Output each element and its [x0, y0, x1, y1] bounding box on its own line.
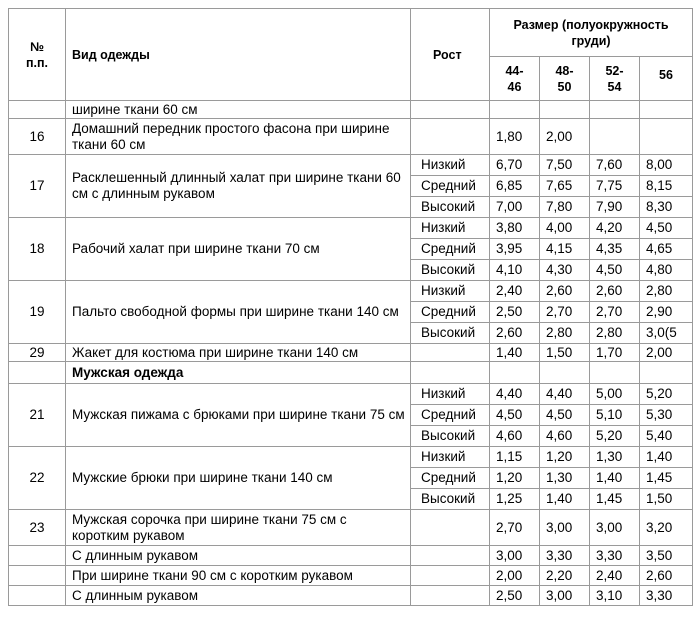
value-cell: 1,40	[490, 344, 540, 362]
value-cell: 2,70	[490, 510, 540, 546]
height-cell	[411, 119, 490, 155]
header-size-col	[590, 57, 640, 101]
height-cell	[411, 510, 490, 546]
value-cell: 8,00	[640, 155, 693, 176]
row-num: 16	[9, 119, 66, 155]
value-cell	[590, 362, 640, 384]
header-height: Рост	[411, 9, 490, 101]
value-cell: 4,10	[490, 260, 540, 281]
table-row	[9, 384, 693, 405]
value-cell	[640, 119, 693, 155]
table-row	[9, 510, 693, 546]
table-row	[9, 546, 693, 566]
height-cell	[411, 566, 490, 586]
value-cell: 4,50	[540, 405, 590, 426]
height-cell: Средний	[411, 239, 490, 260]
section-title: Мужская одежда	[66, 362, 411, 384]
value-cell: 7,65	[540, 176, 590, 197]
clothing-name: С длинным рукавом	[66, 546, 411, 566]
value-cell: 1,45	[640, 468, 693, 489]
height-cell: Высокий	[411, 197, 490, 218]
value-cell: 5,10	[590, 405, 640, 426]
clothing-name: Рабочий халат при ширине ткани 70 см	[66, 218, 411, 281]
value-cell: 2,50	[490, 302, 540, 323]
value-cell: 3,20	[640, 510, 693, 546]
value-cell: 1,50	[640, 489, 693, 510]
value-cell: 4,60	[540, 426, 590, 447]
clothing-name: ширине ткани 60 см	[66, 101, 411, 119]
value-cell: 1,25	[490, 489, 540, 510]
value-cell: 2,80	[590, 323, 640, 344]
value-cell: 2,00	[640, 344, 693, 362]
value-cell: 1,50	[540, 344, 590, 362]
value-cell: 6,85	[490, 176, 540, 197]
clothing-name: Расклешенный длинный халат при ширине ткани 60 см с длинным рукавом	[66, 155, 411, 218]
height-cell	[411, 546, 490, 566]
value-cell: 3,10	[590, 586, 640, 606]
header-size: Размер (полуокружность груди)	[490, 9, 693, 57]
value-cell: 4,60	[490, 426, 540, 447]
value-cell: 5,20	[590, 426, 640, 447]
value-cell: 2,00	[490, 566, 540, 586]
value-cell: 1,30	[540, 468, 590, 489]
value-cell: 3,30	[590, 546, 640, 566]
value-cell: 2,90	[640, 302, 693, 323]
value-cell: 1,80	[490, 119, 540, 155]
table-row	[9, 566, 693, 586]
header-size-col	[640, 57, 693, 101]
value-cell: 1,70	[590, 344, 640, 362]
row-num: 29	[9, 344, 66, 362]
value-cell: 1,45	[590, 489, 640, 510]
value-cell: 2,00	[540, 119, 590, 155]
height-cell: Низкий	[411, 447, 490, 468]
value-cell: 3,00	[540, 586, 590, 606]
table-row	[9, 586, 693, 606]
value-cell: 4,50	[490, 405, 540, 426]
table-row	[9, 362, 693, 384]
value-cell: 5,20	[640, 384, 693, 405]
value-cell	[540, 101, 590, 119]
clothing-name: Мужская пижама с брюками при ширине ткани 75 см	[66, 384, 411, 447]
value-cell: 2,70	[590, 302, 640, 323]
table-row	[9, 101, 693, 119]
height-cell: Высокий	[411, 489, 490, 510]
clothing-name: Мужская сорочка при ширине ткани 75 см с коротким рукавом	[66, 510, 411, 546]
value-cell: 3,80	[490, 218, 540, 239]
value-cell: 1,20	[540, 447, 590, 468]
header-size-text: 56	[659, 68, 673, 82]
height-cell: Высокий	[411, 323, 490, 344]
value-cell: 5,40	[640, 426, 693, 447]
value-cell: 5,00	[590, 384, 640, 405]
value-cell: 7,80	[540, 197, 590, 218]
value-cell: 2,80	[540, 323, 590, 344]
value-cell: 7,50	[540, 155, 590, 176]
clothing-name: Домашний передник простого фасона при ширине ткани 60 см	[66, 119, 411, 155]
height-cell	[411, 586, 490, 606]
value-cell: 5,30	[640, 405, 693, 426]
value-cell: 3,30	[640, 586, 693, 606]
header-size-col	[490, 57, 540, 101]
value-cell: 2,40	[490, 281, 540, 302]
header-kind: Вид одежды	[66, 9, 411, 101]
value-cell: 4,50	[640, 218, 693, 239]
value-cell	[640, 362, 693, 384]
value-cell: 2,60	[640, 566, 693, 586]
header-num-text: № п.п.	[25, 39, 49, 70]
table-row	[9, 447, 693, 468]
row-num: 21	[9, 384, 66, 447]
value-cell: 2,40	[590, 566, 640, 586]
value-cell: 1,30	[590, 447, 640, 468]
height-cell: Низкий	[411, 218, 490, 239]
table-header	[9, 9, 693, 101]
value-cell: 7,60	[590, 155, 640, 176]
clothing-name: При ширине ткани 90 см с коротким рукавом	[66, 566, 411, 586]
value-cell: 7,75	[590, 176, 640, 197]
value-cell	[490, 362, 540, 384]
value-cell: 2,20	[540, 566, 590, 586]
value-cell: 4,30	[540, 260, 590, 281]
value-cell	[540, 362, 590, 384]
header-size-col	[540, 57, 590, 101]
value-cell: 3,0(5	[640, 323, 693, 344]
value-cell: 6,70	[490, 155, 540, 176]
value-cell: 3,00	[490, 546, 540, 566]
table-body	[9, 101, 693, 606]
row-num	[9, 101, 66, 119]
height-cell	[411, 362, 490, 384]
table-row	[9, 119, 693, 155]
value-cell: 1,40	[590, 468, 640, 489]
row-num	[9, 546, 66, 566]
value-cell: 2,60	[540, 281, 590, 302]
header-num	[9, 9, 66, 101]
clothing-name: Пальто свободной формы при ширине ткани 140 см	[66, 281, 411, 344]
value-cell: 3,00	[540, 510, 590, 546]
value-cell: 4,50	[590, 260, 640, 281]
value-cell: 2,80	[640, 281, 693, 302]
height-cell: Средний	[411, 302, 490, 323]
height-cell: Высокий	[411, 426, 490, 447]
table-row	[9, 344, 693, 362]
value-cell	[490, 101, 540, 119]
height-cell: Низкий	[411, 281, 490, 302]
height-cell: Средний	[411, 405, 490, 426]
clothing-fabric-table	[8, 8, 693, 606]
height-cell: Средний	[411, 468, 490, 489]
value-cell: 2,70	[540, 302, 590, 323]
value-cell: 4,65	[640, 239, 693, 260]
value-cell: 8,15	[640, 176, 693, 197]
value-cell: 4,00	[540, 218, 590, 239]
height-cell	[411, 344, 490, 362]
value-cell	[590, 119, 640, 155]
value-cell: 7,00	[490, 197, 540, 218]
row-num: 19	[9, 281, 66, 344]
height-cell: Высокий	[411, 260, 490, 281]
row-num: 17	[9, 155, 66, 218]
header-size-text: 52- 54	[605, 63, 624, 94]
row-num	[9, 566, 66, 586]
value-cell: 1,40	[640, 447, 693, 468]
height-cell: Средний	[411, 176, 490, 197]
table-row	[9, 155, 693, 176]
clothing-name: Жакет для костюма при ширине ткани 140 см	[66, 344, 411, 362]
row-num: 18	[9, 218, 66, 281]
value-cell: 3,00	[590, 510, 640, 546]
value-cell: 2,50	[490, 586, 540, 606]
value-cell: 4,15	[540, 239, 590, 260]
value-cell: 3,50	[640, 546, 693, 566]
value-cell: 2,60	[490, 323, 540, 344]
row-num	[9, 362, 66, 384]
clothing-name: С длинным рукавом	[66, 586, 411, 606]
table-row	[9, 218, 693, 239]
value-cell: 4,20	[590, 218, 640, 239]
height-cell: Низкий	[411, 155, 490, 176]
value-cell: 2,60	[590, 281, 640, 302]
value-cell	[640, 101, 693, 119]
height-cell: Низкий	[411, 384, 490, 405]
header-size-text: 48- 50	[555, 63, 574, 94]
value-cell: 4,80	[640, 260, 693, 281]
row-num	[9, 586, 66, 606]
value-cell: 3,30	[540, 546, 590, 566]
value-cell: 8,30	[640, 197, 693, 218]
row-num: 23	[9, 510, 66, 546]
value-cell: 4,40	[490, 384, 540, 405]
value-cell: 4,40	[540, 384, 590, 405]
value-cell: 1,40	[540, 489, 590, 510]
table-row	[9, 281, 693, 302]
row-num: 22	[9, 447, 66, 510]
height-cell	[411, 101, 490, 119]
clothing-name: Мужские брюки при ширине ткани 140 см	[66, 447, 411, 510]
value-cell: 1,20	[490, 468, 540, 489]
value-cell	[590, 101, 640, 119]
value-cell: 1,15	[490, 447, 540, 468]
header-size-text: 44- 46	[505, 63, 524, 94]
value-cell: 7,90	[590, 197, 640, 218]
value-cell: 4,35	[590, 239, 640, 260]
value-cell: 3,95	[490, 239, 540, 260]
